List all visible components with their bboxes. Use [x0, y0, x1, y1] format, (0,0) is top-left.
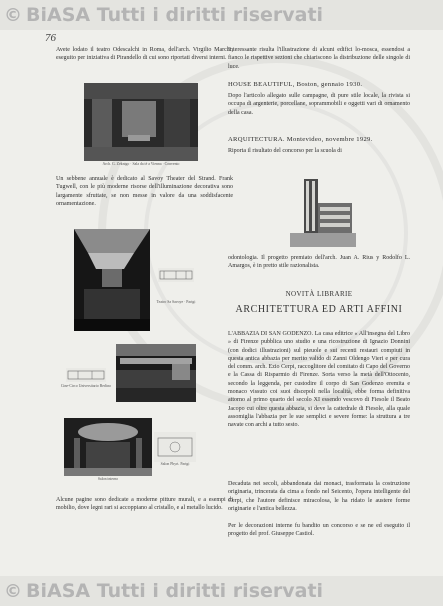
section-title: ARCHITETTURA ED ARTI AFFINI: [235, 304, 403, 315]
caption-2: Teatro Sa Savoye · Parigi: [156, 300, 196, 304]
copyright-icon: ©: [4, 4, 22, 26]
page-number: 76: [45, 32, 56, 44]
caption-4: Salon Phyrt. Parigi: [160, 462, 190, 466]
photo-salon-plan: [154, 432, 196, 462]
heading-house-beautiful: HOUSE BEAUTIFUL, Boston, gennaio 1930.: [228, 81, 363, 88]
caption-3: Cine-Circo Universitario Berlino: [60, 384, 112, 388]
photo-tea-room: [84, 83, 198, 161]
watermark-footer: [0, 576, 443, 606]
photo-cinema-plan: [66, 368, 106, 382]
right-paragraph-1: Interessante risulta l'illustrazione di alcuni edifici lo-mosca, essendosi a fianco le rispettive sezioni che chiariscono la distribuzione delle singole di luce.: [228, 47, 410, 70]
right-paragraph-5: L'ABBAZIA DI SAN GODENZO. La casa editrice « All'insegna del Libro » di Firenze pubblica uno studio e una ricostruzione di Ignazio Donnini (con dodici illustrazioni) sul pieuole e sui recenti restauri compiuti in questa antica abbazia per merito valido di Zanni Oldengo Vieri e per cura del comm. arch. Ezio Cerpi, raccoglitore del comitato di Capo del Governo e la Cassa di Risparmio di Firenze. Sorta verso la metà dell'Ottocento, secondo la leggenda, per custodire il corpo di San Godenzo eremita e monaco vissuto coi suoi discepoli nella località, ebbe forma definitiva attorno al primo quarto del secolo XI essendo vescovo di Fiesole il Beato Jacopo cui oltre questa abbazia, si deve la cattedrale di Fiesole, alla quale assomiglia l'abbazia per le sue semplici e severe forme: la struttura a tre navate con archi a tutto sesto.: [228, 331, 410, 429]
right-paragraph-3: Riporta il risultato del concorso per la scuola di: [228, 148, 342, 154]
photo-salon-interior: [64, 418, 152, 476]
left-paragraph-2: Un sebbene annuale è dedicato al Savoy Theater del Strand. Frank Tugwell, con le più moderne risorse dell'illuminazione decorativa sono largamente sfruttate, se non messe in valore da una soddisfacente ornamentazione.: [56, 176, 233, 207]
right-paragraph-4: odontologia. Il progetto premiato dell'arch. Juan A. Rius y Rodolfo L. Amargos, è in pretto stile razionalista.: [228, 255, 410, 270]
photo-savoy-theater: [74, 229, 150, 331]
right-paragraph-7: Per le decorazioni interne fu bandito un concorso e se ne ed eseguito il progetto del prof. Giuseppe Castiol.: [228, 523, 410, 538]
watermark-text: BiASA Tutti i diritti riservati: [26, 4, 324, 26]
photo-tea-room-image: [84, 83, 198, 161]
section-label: NOVITÀ LIBRARIE: [285, 290, 353, 298]
photo-theater-plan: [158, 268, 194, 282]
photo-dental-school: [290, 175, 356, 247]
right-paragraph-6: Decaduta nei secoli, abbandonata dai monaci, trasformata la costruzione originaria, trincerata da cima a fondo nel Seicento, l'opera intelligente del Cerpi, che l'autore definisce miracolosa, le ha ridato le austere forme originarie e l'antica bellezza.: [228, 481, 410, 512]
caption-1: Arch. G. Zeknigo · Sala da tè a Vienna · Convento: [102, 162, 180, 166]
heading-arquitectura: ARQUITECTURA. Montevideo, novembre 1929.: [228, 136, 373, 143]
left-paragraph-3: Alcune pagine sono dedicate a moderne pitture murali, e a esempi di mobilio, dove legni rari si accoppiano al cristallo, e al metallo lucido.: [56, 497, 233, 512]
right-paragraph-2: Dopo l'articolo allegato sulle campagne, di pure stile locale, la rivista si occupa di argenterie, porcellane, soprammobili e oggetti vari di ornamento della casa.: [228, 93, 410, 116]
copyright-icon: ©: [4, 580, 22, 602]
left-paragraph-1: Avete lodato il teatro Odescalchi in Roma, dell'arch. Virgilio Marchi, eseguito per iniziativa di Pirandello di cui sono riportati diversi interni.: [56, 47, 233, 62]
photo-cinema-interior: [116, 344, 196, 402]
watermark-header: [0, 0, 443, 30]
watermark-text: BiASA Tutti i diritti riservati: [26, 580, 324, 602]
caption-5: Salon interno: [97, 477, 119, 481]
